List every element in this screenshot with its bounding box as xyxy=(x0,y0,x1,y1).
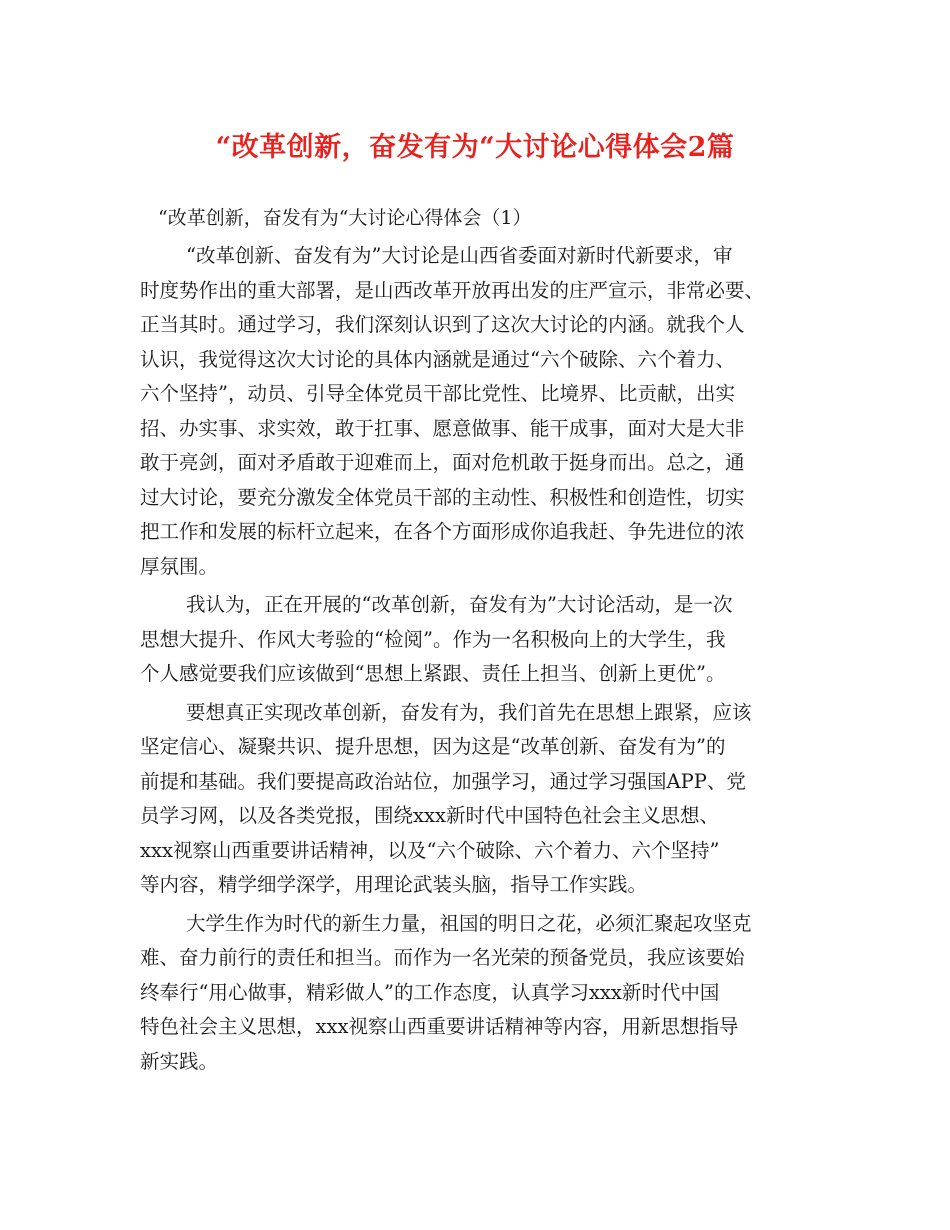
paragraph-line: 我认为，正在开展的“改革创新，奋发有为”大讨论活动，是一次 xyxy=(186,593,733,616)
paragraph-line: 新实践。 xyxy=(140,1049,219,1073)
paragraph-line: 六个坚持”，动员、引导全体党员干部比党性、比境界、比贡献，出实 xyxy=(140,382,735,405)
document-body xyxy=(140,239,830,1079)
paragraph-line: 招、办实事、求实效，敢于扛事、愿意做事、能干成事，面对大是大非 xyxy=(140,416,745,440)
section-subtitle: “改革创新，奋发有为“大讨论心得体会（1） xyxy=(158,207,532,229)
paragraph-line: 要想真正实现改革创新，奋发有为，我们首先在思想上跟紧，应该 xyxy=(186,700,752,724)
paragraph-line: 个人感觉要我们应该做到“思想上紧跟、责任上担当、创新上更优”。 xyxy=(140,662,726,685)
paragraph-line: 员学习网，以及各类党报，围绕xxx新时代中国特色社会主义思想、 xyxy=(140,804,719,827)
paragraph-line: xxx视察山西重要讲话精神，以及“六个破除、六个着力、六个坚持” xyxy=(140,838,720,862)
document-title: “改革创新，奋发有为“大讨论心得体会2篇 xyxy=(215,132,735,163)
paragraph-line: 认识，我觉得这次大讨论的具体内涵就是通过“六个破除、六个着力、 xyxy=(140,347,735,371)
paragraph-line: 坚定信心、凝聚共识、提升思想，因为这是“改革创新、奋发有为”的 xyxy=(140,735,726,758)
paragraph-line: 正当其时。通过学习，我们深刻认识到了这次大讨论的内涵。就我个人 xyxy=(140,313,745,336)
paragraph-2 xyxy=(140,588,830,692)
paragraph-line: 难、奋力前行的责任和担当。而作为一名光荣的预备党员，我应该要始 xyxy=(140,946,745,969)
paragraph-line: 把工作和发展的标杆立起来，在各个方面形成你追我赶、争先进位的浓 xyxy=(140,520,745,543)
paragraph-4 xyxy=(140,907,830,1080)
paragraph-line: 大学生作为时代的新生力量，祖国的明日之花，必须汇聚起攻坚克 xyxy=(186,911,752,935)
paragraph-line: 终奉行“用心做事，精彩做人”的工作态度，认真学习xxx新时代中国 xyxy=(140,980,720,1004)
paragraph-3 xyxy=(140,696,830,903)
paragraph-line: 等内容，精学细学深学，用理论武装头脑，指导工作实践。 xyxy=(140,873,648,896)
paragraph-line: 前提和基础。我们要提高政治站位，加强学习，通过学习强国APP、党 xyxy=(140,769,746,793)
paragraph-line: 时度势作出的重大部署，是山西改革开放再出发的庄严宣示，非常必要、 xyxy=(140,278,765,302)
paragraph-line: 思想大提升、作风大考验的“检阅”。作为一名积极向上的大学生，我 xyxy=(140,627,726,651)
paragraph-1 xyxy=(140,239,830,584)
paragraph-line: “改革创新、奋发有为”大讨论是山西省委面对新时代新要求，审 xyxy=(186,244,733,267)
paragraph-line: 过大讨论，要充分激发全体党员干部的主动性、积极性和创造性，切实 xyxy=(140,485,745,509)
paragraph-line: 厚氛围。 xyxy=(140,554,219,578)
paragraph-line: 特色社会主义思想，xxx视察山西重要讲话精神等内容，用新思想指导 xyxy=(140,1015,739,1038)
paragraph-line: 敢于亮剑，面对矛盾敢于迎难而上，面对危机敢于挺身而出。总之，通 xyxy=(140,451,745,474)
